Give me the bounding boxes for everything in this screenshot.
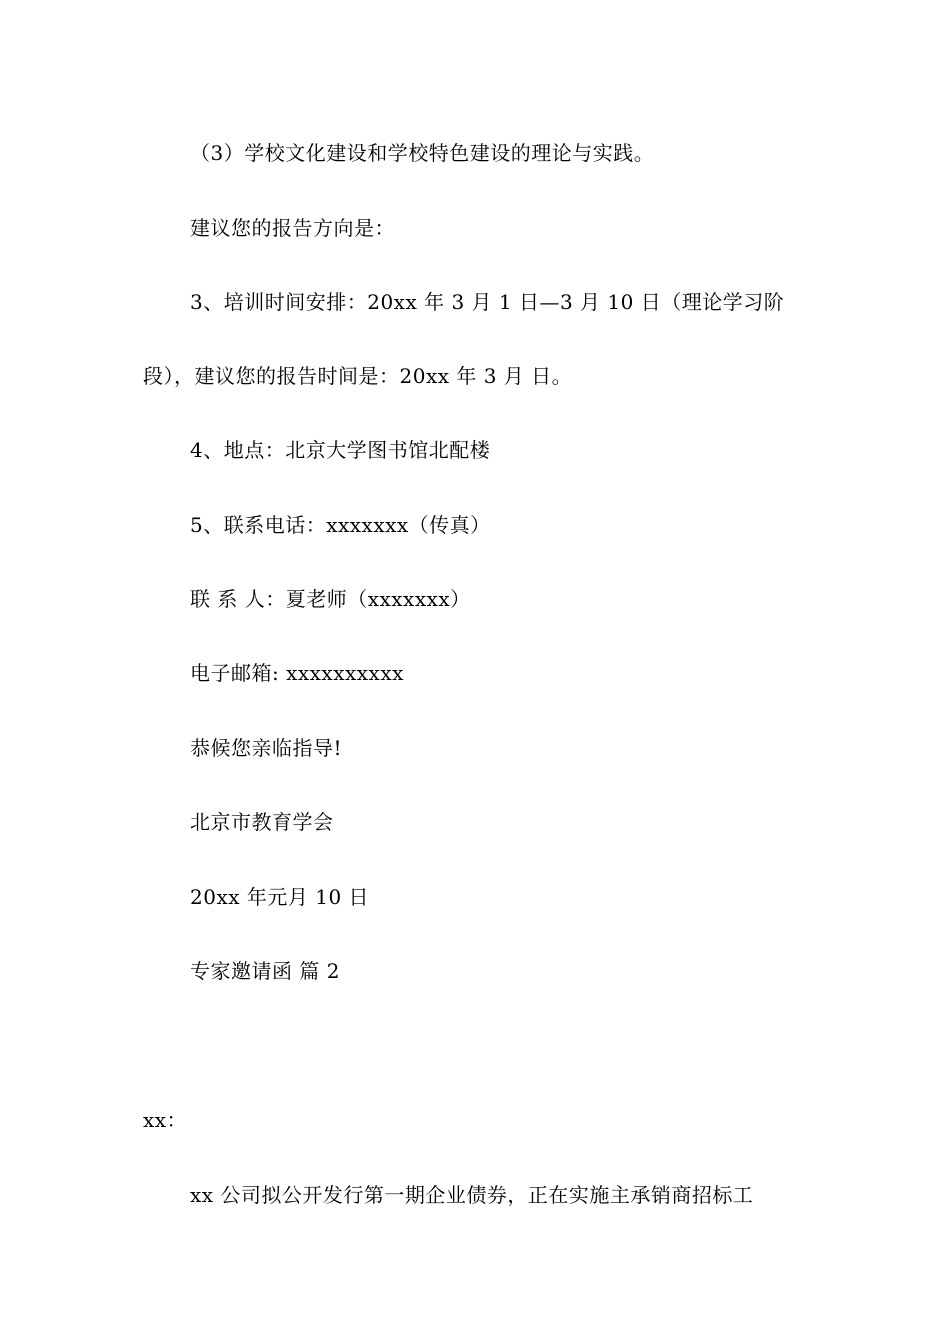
section-heading: 专家邀请函 篇 2 (190, 959, 340, 983)
training-schedule-continuation: 段），建议您的报告时间是：20xx 年 3 月 日。 (143, 364, 573, 388)
training-schedule-line: 3、培训时间安排：20xx 年 3 月 1 日—3 月 10 日（理论学习阶 (190, 290, 785, 314)
letter-date: 20xx 年元月 10 日 (190, 885, 370, 909)
sender-organization: 北京市教育学会 (190, 810, 334, 834)
list-item-school-culture: （3）学校文化建设和学校特色建设的理论与实践。 (190, 141, 655, 165)
contact-phone-line: 5、联系电话：xxxxxxx（传真） (190, 513, 491, 537)
report-direction-line: 建议您的报告方向是： (190, 216, 395, 240)
email-line: 电子邮箱: xxxxxxxxxx (190, 661, 404, 685)
closing-line: 恭候您亲临指导! (190, 736, 343, 760)
location-line: 4、地点：北京大学图书馆北配楼 (190, 438, 491, 462)
contact-person-line: 联 系 人：夏老师（xxxxxxx） (190, 587, 471, 611)
salutation: xx： (143, 1108, 188, 1132)
body-paragraph-start: xx 公司拟公开发行第一期企业债券，正在实施主承销商招标工 (190, 1183, 754, 1207)
